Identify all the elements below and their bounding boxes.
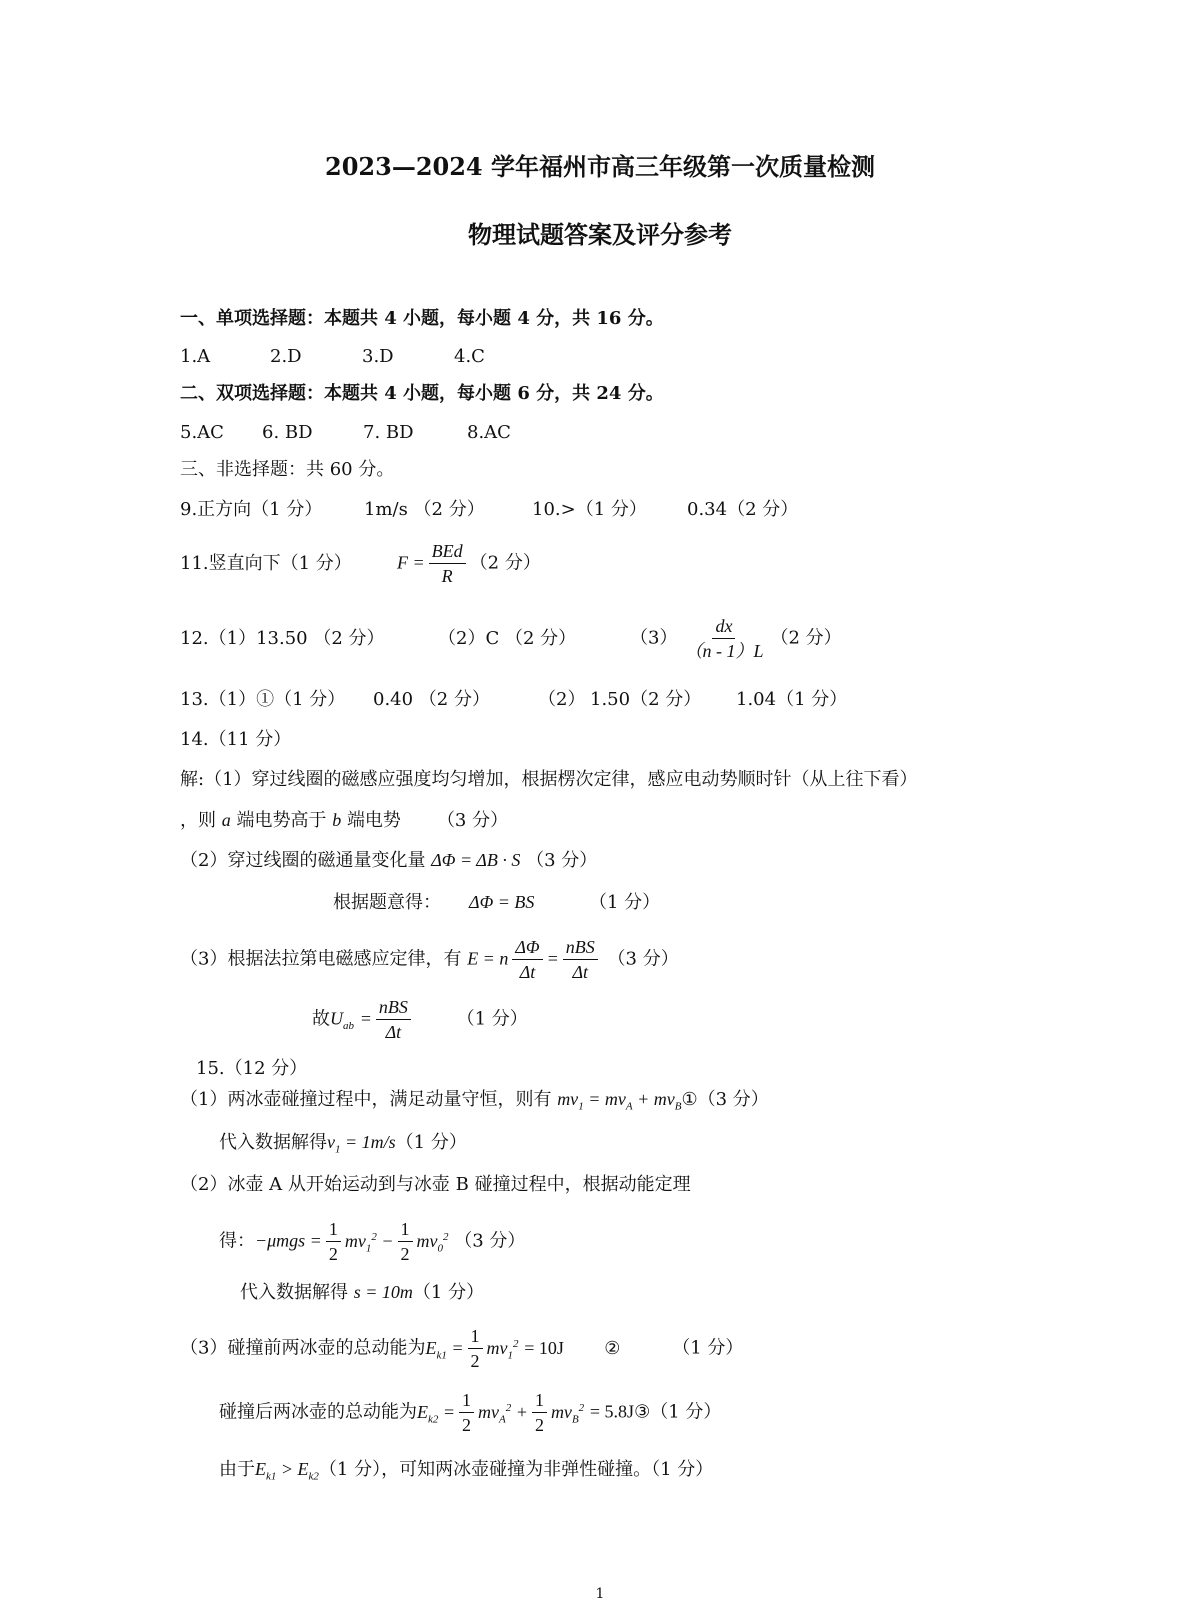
q15-line-6 (180, 1327, 743, 1370)
q15-l4-term-1: $mv_1^2$ − (344, 1230, 394, 1255)
q15-line-5 (240, 1283, 484, 1302)
q14-l4-text: 根据题意得： (333, 892, 441, 913)
q11-fraction (429, 542, 466, 585)
q15-l4-text: 得： (219, 1230, 255, 1252)
q15-l8-text-a: 由于 (219, 1459, 255, 1480)
q14-l3-score: （3 分） (526, 850, 598, 871)
answer-7: 7. BD (363, 422, 414, 443)
q15-l2-text: 代入数据解得 (219, 1132, 327, 1153)
q15-l7-value: = 5.8J (589, 1401, 635, 1422)
answer-4: 4.C (454, 346, 485, 367)
q14-l6-eq: = (359, 1008, 372, 1029)
var-a: a (221, 810, 231, 830)
q15-l6-text: （3）碰撞前两冰壶的总动能为 (180, 1337, 426, 1359)
q13-answer-5: 1.04（1 分） (736, 689, 848, 710)
q12-numerator: dx (712, 617, 735, 639)
q15-l6-score: （1 分） (672, 1337, 744, 1359)
q14-l6-score: （1 分） (456, 1008, 528, 1030)
q12-answer-2: （2）C （2 分） (438, 627, 577, 649)
q15-line-2 (219, 1133, 467, 1156)
q11-denominator: R (441, 566, 453, 586)
q14-l6-sub: ab (343, 1020, 354, 1033)
q15-l7-marker-score: ③（1 分） (634, 1401, 722, 1423)
q14-l6-u: U (330, 1008, 343, 1029)
q11-lhs: F = (397, 552, 425, 573)
q13-answer-1: 13.（1）①（1 分） (180, 689, 346, 710)
q9-line (180, 501, 798, 519)
q15-l7-half-1: $\frac{1}{2}$ (459, 1391, 474, 1434)
q15-l2-equation: $v_1 = 1m/s$ (327, 1132, 396, 1156)
q15-l1-equation: $mv_1 = mv_A + mv_B$ (557, 1089, 682, 1113)
q11-score: （2 分） (469, 552, 541, 574)
q15-l4-score: （3 分） (454, 1230, 526, 1252)
q12-line (180, 617, 842, 660)
q11-line (180, 542, 541, 585)
q15-line-3: （2）冰壶 A 从开始运动到与冰壶 B 碰撞过程中，根据动能定理 (180, 1174, 691, 1195)
q14-l5-fraction-2 (563, 938, 598, 981)
q15-l6-ek1: $E_{k1}$ = (425, 1337, 464, 1362)
page-number: 1 (595, 1586, 605, 1602)
q15-l7-term-1: $mv_A^2$ + (478, 1401, 528, 1426)
answer-3: 3.D (362, 346, 394, 367)
answer-1: 1.A (180, 346, 211, 367)
q14-line-1: 解:（1）穿过线圈的磁感应强度均匀增加，根据楞次定律，感应电动势顺时针（从上往下看） (180, 769, 918, 790)
q14-l5-den1: Δt (519, 962, 536, 982)
q14-l2-score: （3 分） (436, 810, 509, 831)
q14-l2-text-c: 端电势 (346, 810, 401, 831)
q15-line-7 (219, 1391, 721, 1434)
section2-heading: 二、双项选择题：本题共 4 小题，每小题 6 分，共 24 分。 (180, 383, 664, 404)
q14-l6-num: nBS (376, 998, 411, 1020)
q15-l5-score: （1 分） (412, 1282, 485, 1303)
q15-l2-score: （1 分） (395, 1132, 467, 1153)
q13-answer-2: 0.40 （2 分） (373, 689, 490, 710)
q15-l7-term-2: $mv_B^2$ (550, 1401, 585, 1426)
q14-l5-num2: nBS (563, 938, 598, 960)
q15-l4-term-2: $mv_0^2$ (416, 1230, 449, 1255)
q15-line-1 (180, 1090, 769, 1113)
q12-answer-1: 12.（1）13.50 （2 分） (180, 627, 385, 649)
section3-heading: 三、非选择题：共 60 分。 (180, 459, 395, 480)
q15-l7-ek2: $E_{k2}$ = (417, 1401, 456, 1426)
q15-l7-half-2: $\frac{1}{2}$ (532, 1391, 547, 1434)
q15-l5-text: 代入数据解得 (240, 1282, 348, 1303)
q14-l2-text-a: ，则 (180, 810, 216, 831)
q9-answer-1: 9.正方向（1 分） (180, 499, 323, 520)
q12-answer-3: （3） (630, 627, 678, 649)
q14-l6-den: Δt (385, 1022, 402, 1042)
q13-answer-4: 1.50（2 分） (590, 689, 702, 710)
q14-l5-text: （3）根据法拉第电磁感应定律，有 (180, 948, 462, 970)
q15-line-8 (219, 1460, 713, 1483)
q9-answer-3: 10.>（1 分） (532, 499, 647, 520)
q14-l2-text-b: 端电势高于 (236, 810, 327, 831)
q15-l1-score: ①（3 分） (681, 1089, 769, 1110)
q12-denominator: （n - 1）L (684, 641, 764, 661)
q14-l6-fraction (376, 998, 411, 1041)
q15-l1-text: （1）两冰壶碰撞过程中，满足动量守恒，则有 (180, 1089, 552, 1110)
q14-l5-lhs: E = n (467, 948, 509, 969)
q12-fraction (681, 617, 766, 660)
answer-5: 5.AC (180, 422, 224, 443)
q14-l5-score: （3 分） (607, 948, 679, 970)
section1-answers (180, 348, 485, 366)
q15-l6-marker: ② (604, 1337, 621, 1359)
section1-heading: 一、单项选择题：本题共 4 小题，每小题 4 分，共 16 分。 (180, 308, 664, 329)
q14-l6-text: 故 (312, 1008, 330, 1030)
q14-line-2 (180, 811, 508, 830)
q14-l5-eq: = (546, 948, 559, 969)
var-b: b (332, 810, 342, 830)
q15-l6-term: $mv_1^2$ (486, 1337, 519, 1362)
q14-l5-num1: ΔΦ (512, 938, 542, 960)
q15-l6-value: = 10J (524, 1337, 564, 1358)
q15-l4-half-2: $\frac{1}{2}$ (398, 1220, 413, 1263)
q14-l5-den2: Δt (572, 962, 589, 982)
q14-l5-fraction-1 (512, 938, 542, 981)
q14-line-3 (180, 851, 597, 870)
section2-answers (180, 424, 511, 442)
q13-answer-3: （2） (538, 689, 586, 710)
q14-line-4 (333, 893, 660, 912)
answer-8: 8.AC (467, 422, 511, 443)
q14-l4-score: （1 分） (589, 892, 661, 913)
q15-l8-compare: $E_{k1} > E_{k2}$ (255, 1459, 319, 1483)
q15-l4-lhs: −μmgs = (255, 1230, 322, 1251)
document-title: 2023—2024 学年福州市高三年级第一次质量检测 (325, 152, 875, 181)
q15-l8-text-b: （1 分），可知两冰壶碰撞为非弹性碰撞。（1 分） (318, 1459, 714, 1480)
q14-l3-equation: ΔΦ = ΔB · S (431, 850, 521, 870)
q11-numerator: BEd (429, 542, 466, 564)
q14-line-6 (312, 998, 528, 1041)
q13-line (180, 691, 847, 709)
q14-l4-equation: ΔΦ = BS (469, 892, 535, 912)
answer-6: 6. BD (262, 422, 313, 443)
document-subtitle: 物理试题答案及评分参考 (468, 220, 732, 249)
q12-score: （2 分） (770, 627, 842, 649)
q9-answer-2: 1m/s （2 分） (364, 499, 485, 520)
q15-header: 15.（12 分） (196, 1058, 308, 1079)
q11-answer-1: 11.竖直向下（1 分） (180, 552, 352, 574)
q15-l6-half: $\frac{1}{2}$ (468, 1327, 483, 1370)
q15-l7-text: 碰撞后两冰壶的总动能为 (219, 1401, 417, 1423)
q14-header: 14.（11 分） (180, 729, 292, 750)
q15-line-4 (219, 1220, 525, 1263)
answer-2: 2.D (270, 346, 302, 367)
q14-line-5 (180, 938, 679, 981)
q14-l3-text: （2）穿过线圈的磁通量变化量 (180, 850, 426, 871)
q15-l4-half-1: $\frac{1}{2}$ (326, 1220, 341, 1263)
q15-l5-equation: s = 10m (353, 1282, 413, 1302)
q9-answer-4: 0.34（2 分） (687, 499, 799, 520)
